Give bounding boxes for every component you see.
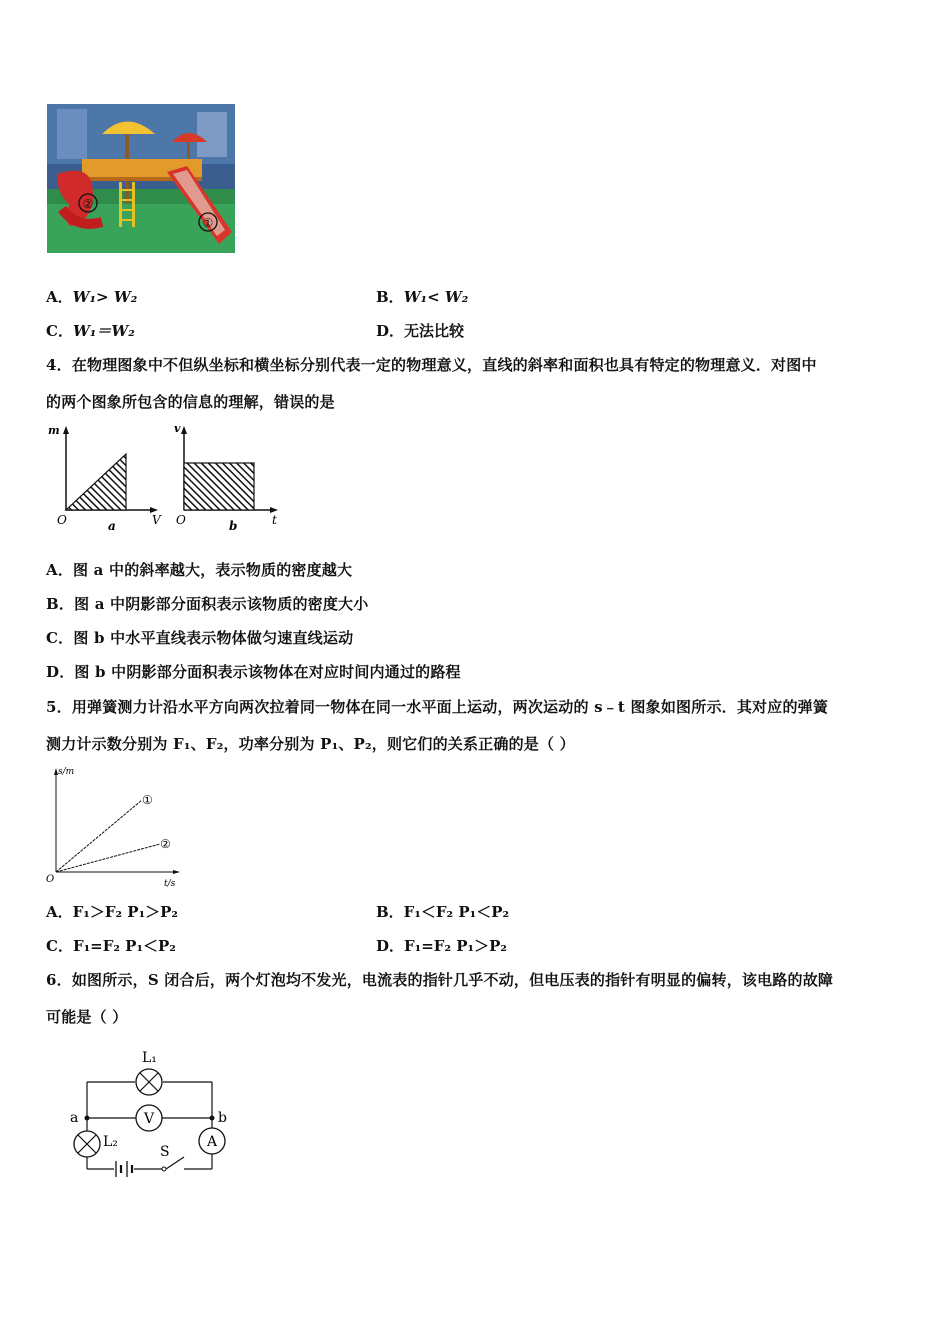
graph-a-y-label: m <box>48 424 60 437</box>
q3-option-d[interactable] <box>376 320 464 341</box>
graph-a-shaded-triangle <box>66 454 126 510</box>
q6-stem-line2: 可能是（ ） <box>46 1008 128 1026</box>
q3-option-a[interactable] <box>46 286 137 307</box>
graph-a-origin: O <box>57 513 67 527</box>
q5-stem-line1: 5．用弹簧测力计沿水平方向两次拉着同一物体在同一水平面上运动，两次运动的 s﹣t 图象如图所示．其对应的弹簧 <box>46 698 829 716</box>
q3-option-d-letter: D． <box>376 322 405 340</box>
q6-circuit-diagram <box>62 1045 237 1180</box>
lamp-l2 <box>74 1131 100 1157</box>
q5-line-1 <box>56 800 142 872</box>
q4-stem-line1: 4．在物理图象中不但纵坐标和横坐标分别代表一定的物理意义，直线的斜率和面积也具有特定的物理意义．对图中 <box>46 356 817 374</box>
graph-b-origin: O <box>176 513 186 527</box>
q5-stem-line2: 测力计示数分别为 F₁、F₂，功率分别为 P₁、P₂，则它们的关系正确的是（ ） <box>46 735 575 753</box>
switch-contact <box>162 1167 166 1171</box>
graph-b-y-label: v <box>174 422 181 435</box>
q5-s-t-graph <box>44 762 189 890</box>
graph-a-caption: a <box>108 519 116 533</box>
graph-b-shaded-rect <box>184 463 254 510</box>
q3-option-a-text: W₁> W₂ <box>72 288 138 306</box>
q3-option-c-letter: C． <box>46 322 73 340</box>
photo-label-2: ② <box>82 197 94 211</box>
q5-line-2 <box>56 844 160 872</box>
q5-option-a[interactable]: A．F₁＞F₂ P₁＞P₂ <box>46 903 178 921</box>
graph-b-caption: b <box>229 519 238 533</box>
q4-stem-line2: 的两个图象所包含的信息的理解，错误的是 <box>46 393 335 411</box>
graph-b-x-label: t <box>272 513 277 527</box>
q5-option-d[interactable]: D．F₁=F₂ P₁＞P₂ <box>376 937 507 955</box>
q6-stem-line1: 6．如图所示，S 闭合后，两个灯泡均不发光，电流表的指针几乎不动，但电压表的指针有明显的偏转，该电路的故障 <box>46 971 834 989</box>
graph-a-x-label: V <box>152 513 161 527</box>
playground-photo <box>47 104 235 253</box>
lamp-l1 <box>136 1069 162 1095</box>
switch-label: S <box>160 1144 170 1160</box>
q5-line-1-label: ① <box>142 793 153 807</box>
node-a-label: a <box>70 1110 79 1126</box>
q3-option-b-text: W₁< W₂ <box>403 288 469 306</box>
node-a-dot <box>85 1116 90 1121</box>
q4-option-a[interactable]: A．图 a 中的斜率越大，表示物质的密度越大 <box>46 561 353 579</box>
q5-option-b[interactable]: B．F₁＜F₂ P₁＜P₂ <box>376 903 510 921</box>
q3-option-b[interactable] <box>376 286 468 307</box>
voltmeter-label: V <box>143 1111 155 1127</box>
node-b-dot <box>210 1116 215 1121</box>
q5-x-label: t/s <box>164 879 176 889</box>
q3-option-b-letter: B． <box>376 288 404 306</box>
node-b-label: b <box>218 1110 227 1126</box>
q3-option-c[interactable] <box>46 320 135 341</box>
battery <box>116 1161 132 1177</box>
photo-label-1: ① <box>202 216 214 230</box>
lamp-l2-label: L₂ <box>103 1134 118 1150</box>
q3-option-a-letter: A． <box>46 288 73 306</box>
q4-option-d[interactable]: D．图 b 中阴影部分面积表示该物体在对应时间内通过的路程 <box>46 663 461 681</box>
q5-option-c[interactable]: C．F₁=F₂ P₁＜P₂ <box>46 937 176 955</box>
ammeter-label: A <box>206 1134 218 1150</box>
q5-y-label: s/m <box>58 767 75 777</box>
q5-origin: O <box>46 874 55 885</box>
q4-graphs <box>44 420 289 535</box>
lamp-l1-label: L₁ <box>142 1050 157 1066</box>
q4-option-c[interactable]: C．图 b 中水平直线表示物体做匀速直线运动 <box>46 629 354 647</box>
q5-line-2-label: ② <box>160 837 171 851</box>
q4-option-b[interactable]: B．图 a 中阴影部分面积表示该物质的密度大小 <box>46 595 369 613</box>
q3-option-d-text: 无法比较 <box>404 322 465 340</box>
q3-option-c-text: W₁＝W₂ <box>72 322 135 340</box>
